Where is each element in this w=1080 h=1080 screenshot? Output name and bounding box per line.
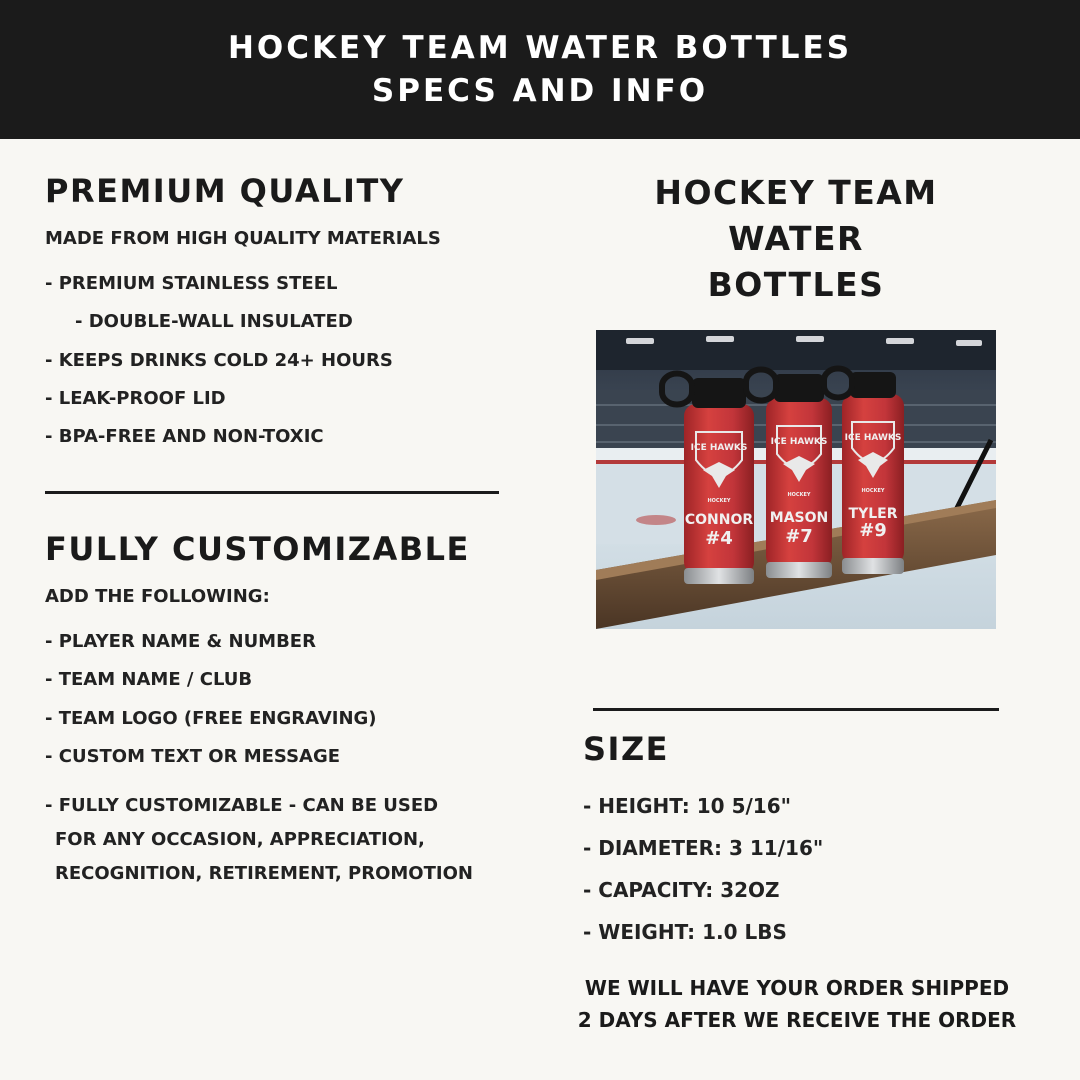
bottle-player-number: #4 (705, 528, 733, 549)
custom-heading: FULLY CUSTOMIZABLE (45, 530, 470, 568)
premium-item: - KEEPS DRINKS COLD 24+ HOURS (45, 350, 393, 371)
bottle-player-number: #7 (785, 526, 813, 547)
premium-subheading: MADE FROM HIGH QUALITY MATERIALS (45, 228, 441, 249)
bottle-team-label: ICE HAWKS (690, 443, 748, 453)
product-title-line2: BOTTLES (707, 265, 885, 304)
custom-subheading: ADD THE FOLLOWING: (45, 586, 270, 607)
bottle-player-name: TYLER (848, 506, 898, 522)
shipping-note (560, 972, 1034, 1036)
bottle-badge-label: HOCKEY (787, 492, 811, 498)
custom-item: - TEAM LOGO (FREE ENGRAVING) (45, 708, 377, 729)
section-divider (593, 708, 999, 711)
banner-title-line1: HOCKEY TEAM WATER BOTTLES (227, 29, 853, 66)
shipping-line1: WE WILL HAVE YOUR ORDER SHIPPED (584, 976, 1010, 1000)
premium-item: - DOUBLE-WALL INSULATED (75, 311, 353, 332)
bottle-player-name: MASON (769, 510, 829, 526)
size-item: - WEIGHT: 1.0 LBS (583, 920, 787, 944)
bottle-badge-label: HOCKEY (707, 498, 731, 504)
bottle-player-number: #9 (859, 520, 887, 541)
bottle-badge-label: HOCKEY (861, 488, 885, 494)
product-title (580, 170, 1012, 308)
bottle-player-name: CONNOR (684, 512, 754, 528)
header-banner (0, 0, 1080, 139)
premium-item: - LEAK-PROOF LID (45, 388, 226, 409)
product-photo (596, 330, 996, 629)
custom-note-line: RECOGNITION, RETIREMENT, PROMOTION (55, 863, 473, 884)
product-title-line1: HOCKEY TEAM WATER (654, 173, 938, 258)
custom-item: - CUSTOM TEXT OR MESSAGE (45, 746, 341, 767)
bottle-team-label: ICE HAWKS (844, 433, 902, 443)
section-divider (45, 491, 499, 494)
size-item: - HEIGHT: 10 5/16" (583, 794, 792, 818)
bottle-team-label: ICE HAWKS (770, 437, 828, 447)
premium-item: - PREMIUM STAINLESS STEEL (45, 273, 338, 294)
product-photo-illustration (596, 330, 996, 629)
custom-item: - TEAM NAME / CLUB (45, 669, 253, 690)
size-item: - CAPACITY: 32OZ (583, 878, 780, 902)
custom-note-line: FOR ANY OCCASION, APPRECIATION, (55, 829, 425, 850)
banner-title-line2: SPECS AND INFO (371, 72, 709, 109)
shipping-line2: 2 DAYS AFTER WE RECEIVE THE ORDER (577, 1008, 1017, 1032)
size-item: - DIAMETER: 3 11/16" (583, 836, 824, 860)
size-heading: SIZE (583, 730, 670, 768)
premium-item: - BPA-FREE AND NON-TOXIC (45, 426, 324, 447)
custom-item: - PLAYER NAME & NUMBER (45, 631, 316, 652)
custom-note-line: - FULLY CUSTOMIZABLE - CAN BE USED (45, 795, 439, 816)
premium-heading: PREMIUM QUALITY (45, 172, 405, 210)
